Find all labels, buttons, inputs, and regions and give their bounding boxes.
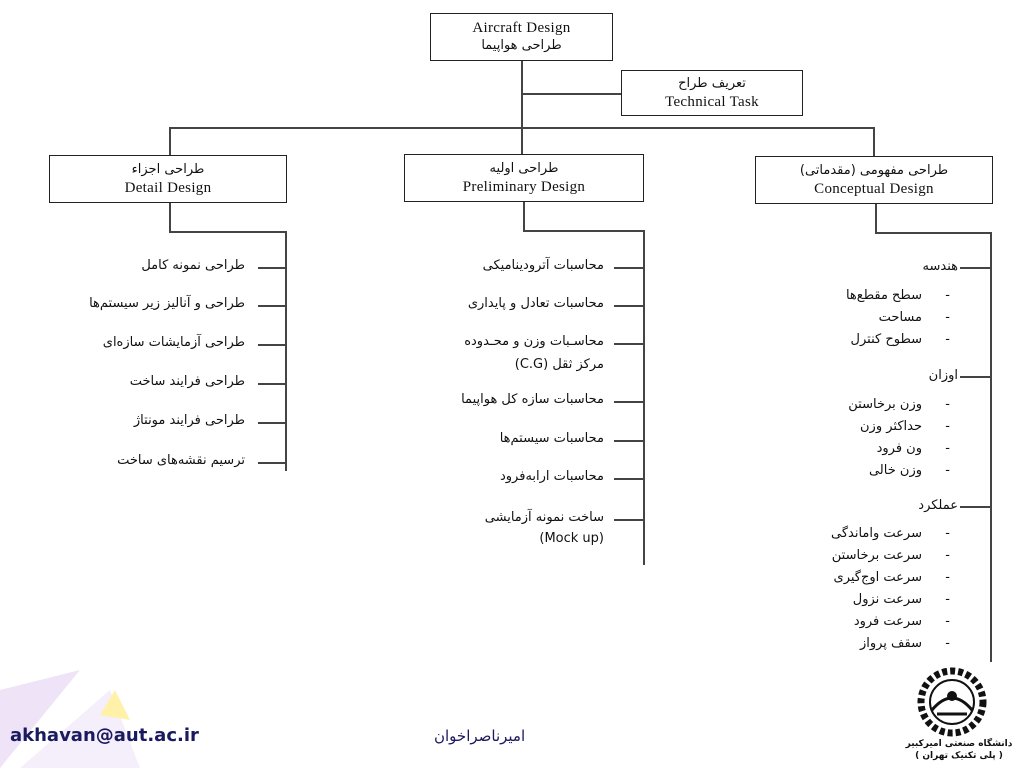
dash-bullet: - (945, 310, 950, 325)
corner-decoration (0, 670, 140, 768)
dash-bullet: - (945, 288, 950, 303)
performance-heading: عملکرد (918, 498, 958, 513)
dash-bullet: - (945, 526, 950, 541)
preliminary-stem (523, 202, 525, 230)
preliminary-stem-h (523, 230, 643, 232)
performance-item: سرعت نزول (852, 592, 922, 607)
conceptual-spine (990, 232, 992, 662)
detail-item: طراحی نمونه کامل (141, 258, 245, 273)
performance-item: سقف پرواز (859, 636, 922, 651)
conceptual-stem (875, 204, 877, 232)
dash-bullet: - (945, 397, 950, 412)
geometry-item: مساحت (878, 310, 922, 325)
performance-item: سرعت واماندگی (831, 526, 922, 541)
geometry-heading-tick (960, 267, 990, 269)
geometry-item: سطوح کنترل (850, 332, 922, 347)
preliminary-title-fa: طراحی اولیه (489, 161, 559, 176)
performance-item: سرعت اوج‌گیری (833, 570, 922, 585)
university-logo-icon (907, 666, 997, 738)
detail-item: طراحی آزمایشات سازه‌ای (102, 335, 245, 350)
weights-item: وزن خالی (868, 463, 922, 478)
detail-item: طراحی فرایند ساخت (129, 374, 245, 389)
connector-detail-down (169, 127, 171, 155)
detail-item: طراحی و آنالیز زیر سیستم‌ها (89, 296, 245, 311)
connector-concept-down (873, 127, 875, 156)
footer-author: امیرناصراخوان (434, 727, 526, 745)
detail-spine (285, 231, 287, 471)
preliminary-item-tick (614, 305, 643, 307)
dash-bullet: - (945, 592, 950, 607)
detail-item-tick (258, 383, 285, 385)
detail-stem-h (169, 231, 285, 233)
performance-heading-tick (960, 506, 990, 508)
detail-design-box (49, 155, 287, 203)
dash-bullet: - (945, 332, 950, 347)
preliminary-item: محاسبات ارابه‌فرود (499, 469, 604, 484)
preliminary-item: مرکز ثقل (C.G) (514, 357, 604, 372)
connector-task (521, 93, 621, 95)
conceptual-design-box (755, 156, 993, 204)
task-title-fa: تعریف طراح (678, 76, 746, 91)
weights-item: ون فرود (876, 441, 922, 456)
logo-caption-line1: دانشگاه صنعتی امیرکبیر (905, 739, 1013, 749)
preliminary-item: (Mock up) (539, 531, 604, 546)
performance-item: سرعت فرود (853, 614, 922, 629)
detail-stem (169, 203, 171, 231)
geometry-item: سطح مقطع‌ها (845, 288, 922, 303)
root-title-en: Aircraft Design (472, 20, 571, 36)
dash-bullet: - (945, 441, 950, 456)
technical-task-box (621, 70, 803, 116)
preliminary-item-tick (614, 267, 643, 269)
connector-horizontal (169, 127, 874, 129)
root-box (430, 13, 613, 61)
conceptual-title-fa: طراحی مفهومی (مقدماتی) (799, 163, 949, 178)
logo-caption-line2: ( پلی تکنیک تهران ) (915, 751, 1003, 761)
weights-item: وزن برخاستن (848, 397, 922, 412)
preliminary-title-en: Preliminary Design (462, 179, 586, 195)
geometry-heading: هندسه (922, 259, 958, 274)
preliminary-item: محاسـبات وزن و محـدوده (464, 334, 604, 349)
detail-title-en: Detail Design (124, 180, 212, 196)
detail-item-tick (258, 344, 285, 346)
detail-item-tick (258, 305, 285, 307)
preliminary-item-tick (614, 478, 643, 480)
weights-item: حداکثر وزن (860, 419, 922, 434)
connector-root-vertical (521, 61, 523, 154)
preliminary-item: ساخت نمونه آزمایشی (484, 510, 604, 525)
preliminary-design-box (404, 154, 644, 202)
preliminary-item-tick (614, 401, 643, 403)
preliminary-item: محاسبات سازه کل هواپیما (461, 392, 604, 407)
preliminary-item: محاسبات سیستم‌ها (499, 431, 604, 446)
dash-bullet: - (945, 463, 950, 478)
preliminary-item: محاسبات تعادل و پایداری (467, 296, 604, 311)
detail-item-tick (258, 422, 285, 424)
conceptual-stem-h (875, 232, 990, 234)
root-title-fa: طراحی هواپیما (481, 38, 562, 53)
preliminary-item-tick (614, 519, 643, 521)
dash-bullet: - (945, 548, 950, 563)
weights-heading: اوزان (928, 368, 958, 383)
detail-item: ترسیم نقشه‌های ساخت (117, 453, 245, 468)
dash-bullet: - (945, 419, 950, 434)
preliminary-item-tick (614, 343, 643, 345)
dash-bullet: - (945, 570, 950, 585)
footer-email: akhavan@aut.ac.ir (10, 725, 199, 746)
conceptual-title-en: Conceptual Design (814, 181, 934, 197)
preliminary-item-tick (614, 440, 643, 442)
performance-item: سرعت برخاستن (831, 548, 922, 563)
preliminary-item: محاسبات آترودینامیکی (482, 258, 604, 273)
detail-item-tick (258, 462, 285, 464)
dash-bullet: - (945, 636, 950, 651)
preliminary-spine (643, 230, 645, 565)
weights-heading-tick (960, 376, 990, 378)
detail-item: طراحی فرایند مونتاژ (133, 413, 245, 428)
detail-title-fa: طراحی اجزاء (131, 162, 205, 177)
task-title-en: Technical Task (665, 94, 759, 110)
dash-bullet: - (945, 614, 950, 629)
detail-item-tick (258, 267, 285, 269)
